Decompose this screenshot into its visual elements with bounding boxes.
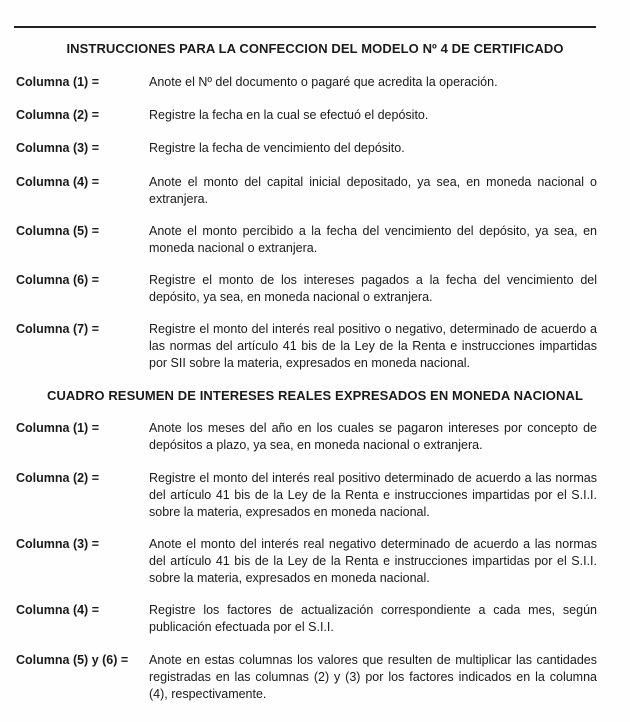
column-label: Columna (6) =	[16, 273, 99, 287]
section-title-cuadro-resumen: CUADRO RESUMEN DE INTERESES REALES EXPRESADOS EN MONEDA NACIONAL	[46, 388, 584, 403]
column-label: Columna (1) =	[16, 421, 99, 435]
column-label: Columna (5) =	[16, 224, 99, 238]
column-description: Registre los factores de actualización correspondiente a cada mes, según publicación efectuada por el S.I.I.	[149, 603, 597, 634]
column-description: Anote los meses del año en los cuales se pagaron intereses por concepto de depósitos a plazo, ya sea, en moneda nacional o extranjera.	[149, 421, 597, 452]
column-description: Anote el monto percibido a la fecha del vencimiento del depósito, ya sea, en moneda nacional o extranjera.	[149, 224, 597, 255]
column-description: Registre la fecha en la cual se efectuó el depósito.	[149, 108, 429, 122]
column-description: Anote el monto del capital inicial depositado, ya sea, en moneda nacional o extranjera.	[149, 175, 597, 206]
column-description: Registre el monto de los intereses pagados a la fecha del vencimiento del depósito, ya sea, en moneda nacional o extranjera.	[149, 273, 597, 304]
top-rule	[14, 26, 596, 28]
column-label: Columna (2) =	[16, 108, 99, 122]
column-description: Registre el monto del interés real positivo determinado de acuerdo a las normas del artículo 41 bis de la Ley de la Renta e instrucciones impartidas por el S.I.I. sobre la materia, expresados en moneda nacional.	[149, 471, 597, 519]
column-description: Registre la fecha de vencimiento del depósito.	[149, 141, 405, 155]
column-label: Columna (4) =	[16, 175, 99, 189]
column-label: Columna (2) =	[16, 471, 99, 485]
column-label: Columna (3) =	[16, 141, 99, 155]
column-description: Registre el monto del interés real positivo o negativo, determinado de acuerdo a las normas del artículo 41 bis de la Ley de la Renta e instrucciones impartidas por SII sobre la materia, expresados en moneda nacional.	[149, 322, 597, 370]
column-label: Columna (5) y (6) =	[16, 653, 129, 667]
column-label: Columna (7) =	[16, 322, 99, 336]
column-description: Anote el monto del interés real negativo determinado de acuerdo a las normas del artículo 41 bis de la Ley de la Renta e instrucciones impartidas por el S.I.I. sobre la materia, expresados en moneda nacional.	[149, 537, 597, 585]
column-label: Columna (3) =	[16, 537, 99, 551]
column-label: Columna (4) =	[16, 603, 99, 617]
column-description: Anote en estas columnas los valores que resulten de multiplicar las cantidades registradas en las columnas (2) y (3) por los factores indicados en la columna (4), respectivamente.	[149, 653, 597, 701]
column-description: Anote el Nº del documento o pagaré que acredita la operación.	[149, 75, 498, 89]
section-title-instrucciones: INSTRUCCIONES PARA LA CONFECCION DEL MODELO Nº 4 DE CERTIFICADO	[66, 41, 564, 56]
column-label: Columna (1) =	[16, 75, 99, 89]
